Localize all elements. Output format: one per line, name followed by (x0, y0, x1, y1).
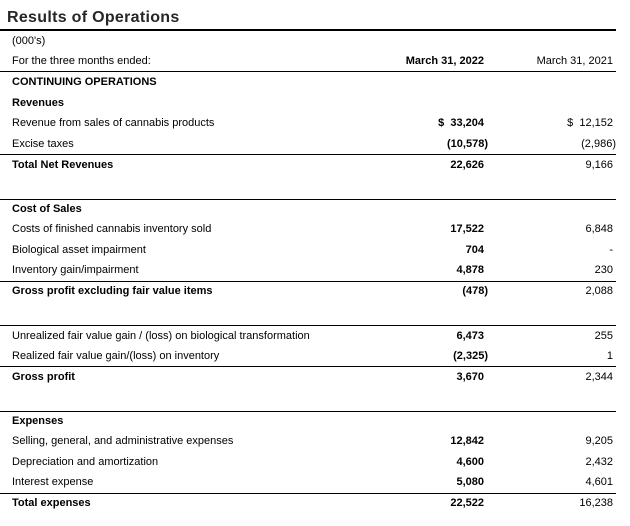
value-2022: 22,626 (450, 158, 484, 171)
value-2022: $ 33,204 (438, 117, 484, 130)
table-row (0, 93, 616, 114)
row-label: Inventory gain/impairment (12, 264, 139, 277)
table-row (0, 431, 616, 452)
table-row (0, 134, 616, 155)
page-title: Results of Operations (7, 9, 180, 26)
value-2021: 255 (594, 329, 613, 342)
value-2021: $ 12,152 (567, 117, 613, 130)
table-row (0, 325, 616, 346)
value-2021: 2,088 (585, 285, 613, 298)
column-header-2022: March 31, 2022 (405, 55, 484, 68)
row-label: Costs of finished cannabis inventory sold (12, 223, 212, 236)
row-label: Total expenses (12, 497, 91, 510)
value-2021: 16,238 (579, 497, 613, 510)
value-2022: 17,522 (450, 223, 484, 236)
value-2021: (2,986) (581, 137, 616, 150)
value-2022: 704 (465, 243, 484, 256)
row-label: Excise taxes (12, 137, 74, 150)
row-label: Gross profit excluding fair value items (12, 285, 213, 298)
table-row (0, 219, 616, 240)
row-label: Depreciation and amortization (12, 455, 159, 468)
row-label: CONTINUING OPERATIONS (12, 76, 157, 89)
value-2022: 12,842 (450, 435, 484, 448)
table-row (0, 411, 616, 432)
table-row (0, 199, 616, 220)
table-row (0, 452, 616, 473)
table-row (0, 72, 616, 93)
row-label: Gross profit (12, 370, 75, 383)
table-row (0, 260, 616, 281)
value-2022: 3,670 (456, 370, 484, 383)
value-2021: - (609, 243, 613, 256)
table-row (0, 366, 616, 387)
value-2022: 4,878 (456, 264, 484, 277)
section-spacer (0, 387, 616, 411)
column-header-2021: March 31, 2021 (536, 55, 613, 68)
value-2022: (478) (462, 285, 488, 298)
row-label: Unrealized fair value gain / (loss) on biological transformation (12, 329, 310, 342)
value-2021: 6,848 (585, 223, 613, 236)
table-row (0, 113, 616, 134)
value-2021: 9,166 (585, 158, 613, 171)
value-2021: 230 (594, 264, 613, 277)
value-2021: 2,344 (585, 370, 613, 383)
row-label: Interest expense (12, 476, 94, 489)
value-2022: (10,578) (447, 137, 488, 150)
table-body (0, 72, 616, 513)
section-spacer (0, 301, 616, 325)
value-2021: 4,601 (585, 476, 613, 489)
value-2022: 6,473 (456, 329, 484, 342)
table-row (0, 240, 616, 261)
value-2021: 2,432 (585, 455, 613, 468)
period-label: For the three months ended: (12, 55, 151, 68)
table-row (0, 281, 616, 302)
row-label: Revenues (12, 96, 64, 109)
row-label: Selling, general, and administrative expenses (12, 435, 234, 448)
value-2021: 9,205 (585, 435, 613, 448)
value-2022: 22,522 (450, 497, 484, 510)
row-label: Biological asset impairment (12, 243, 146, 256)
units-note-row (0, 31, 616, 52)
value-2021: 1 (606, 349, 613, 362)
row-label: Expenses (12, 415, 64, 428)
row-label: Realized fair value gain/(loss) on inventory (12, 349, 220, 362)
value-2022: (2,325) (453, 349, 488, 362)
table-row (0, 346, 616, 367)
units-note: (000's) (12, 35, 46, 48)
period-header-row (0, 52, 616, 73)
row-label: Total Net Revenues (12, 158, 114, 171)
results-table (0, 31, 616, 513)
row-label: Revenue from sales of cannabis products (12, 117, 215, 130)
table-row (0, 154, 616, 175)
value-2022: 4,600 (456, 455, 484, 468)
table-row (0, 493, 616, 514)
table-row (0, 472, 616, 493)
section-spacer (0, 175, 616, 199)
value-2022: 5,080 (456, 476, 484, 489)
row-label: Cost of Sales (12, 203, 82, 216)
